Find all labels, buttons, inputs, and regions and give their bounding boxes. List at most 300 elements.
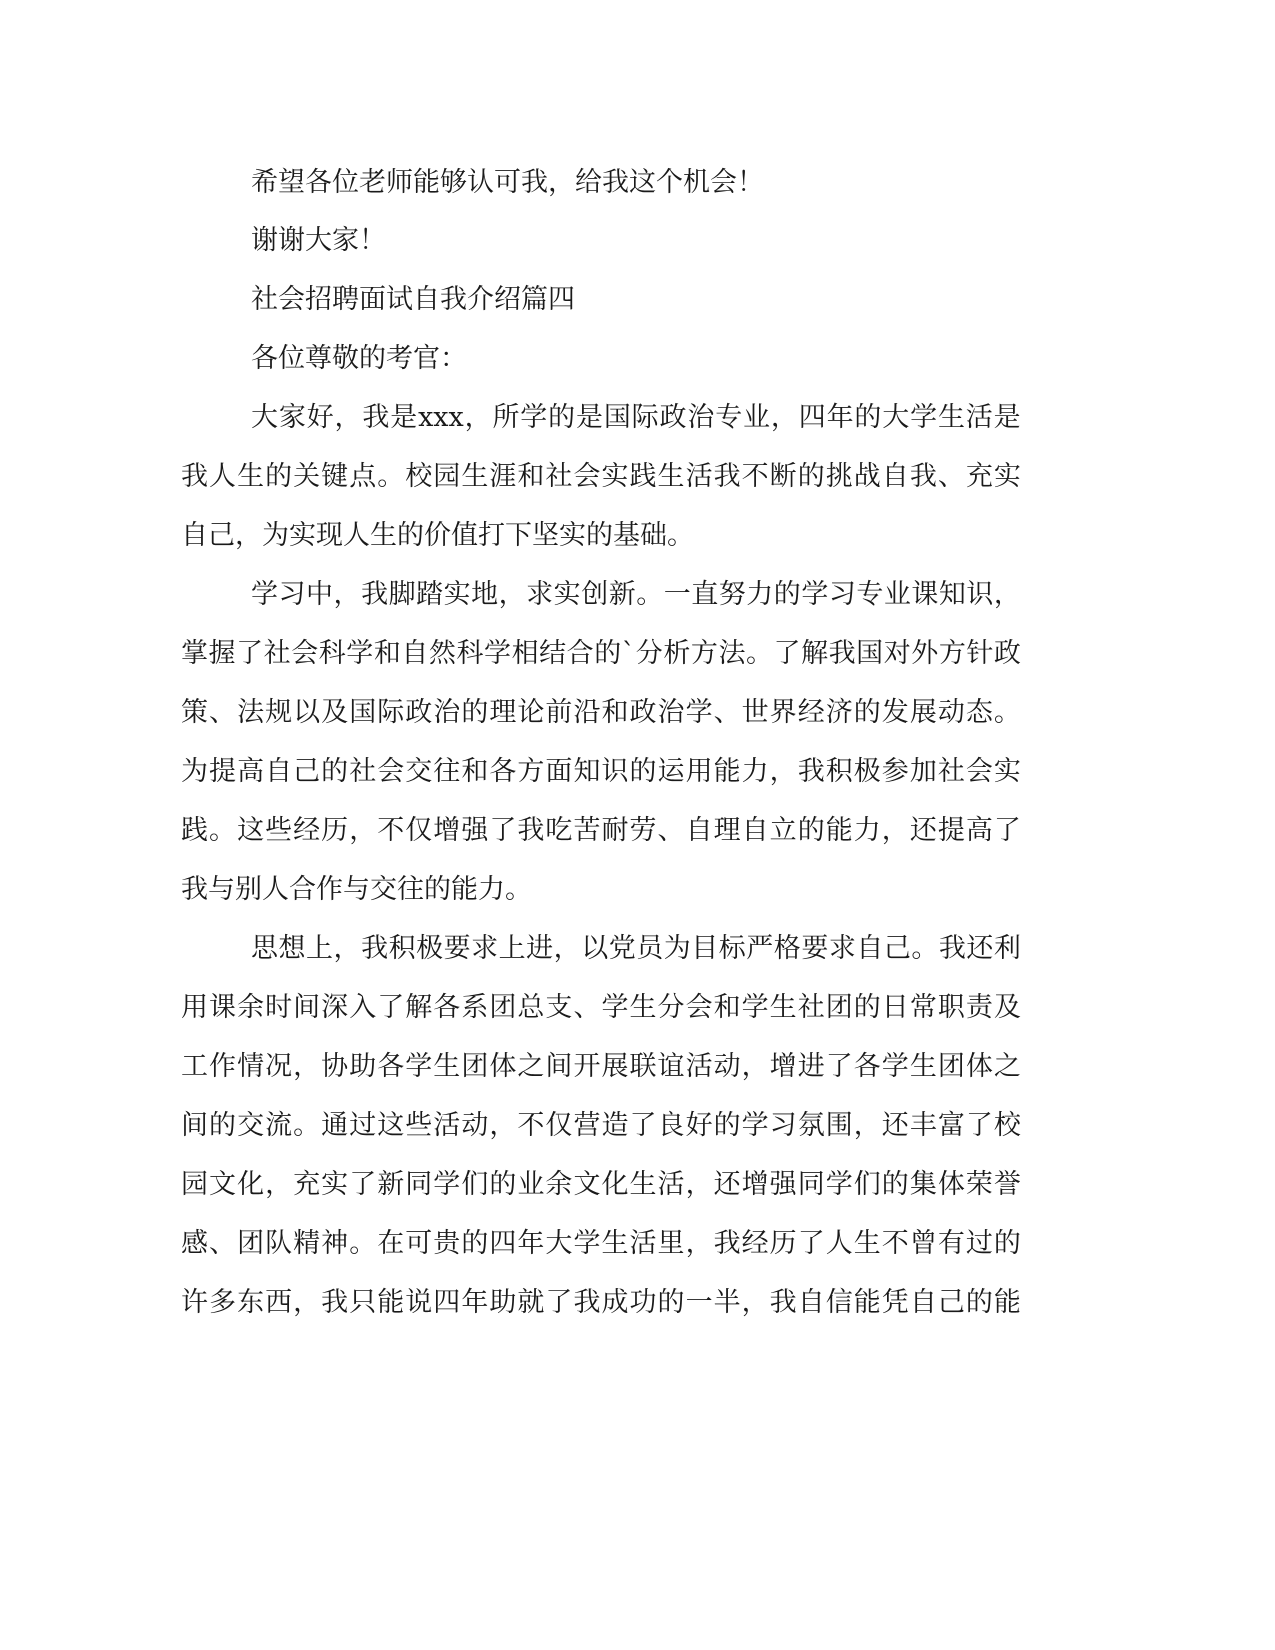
glyph: 作: [209, 1051, 237, 1082]
glyph: 是: [575, 402, 603, 433]
glyph: 识: [966, 579, 994, 610]
glyph: 、: [209, 1228, 237, 1259]
glyph: 己: [937, 1287, 965, 1318]
glyph: 治: [433, 697, 461, 728]
glyph: 工: [181, 1051, 208, 1082]
glyph: 间: [293, 992, 321, 1023]
glyph: 践: [181, 815, 208, 846]
glyph: 了: [545, 1287, 573, 1318]
glyph: 经: [741, 1228, 769, 1259]
glyph: 了: [773, 638, 801, 669]
glyph: 校: [405, 461, 433, 492]
glyph: 和: [461, 756, 489, 787]
glyph: 强: [461, 815, 489, 846]
glyph: 社: [937, 756, 965, 787]
p7-line-4: [181, 1106, 1021, 1146]
glyph: 活: [965, 402, 993, 433]
glyph: 生: [461, 461, 489, 492]
glyph: 求: [828, 933, 856, 964]
glyph: 还: [909, 815, 937, 846]
glyph: 生: [433, 1051, 461, 1082]
glyph: 理: [713, 815, 741, 846]
glyph: 识: [601, 756, 629, 787]
glyph: 苦: [573, 815, 601, 846]
glyph: 我: [797, 756, 825, 787]
p6-line-2: [181, 634, 1021, 674]
glyph: 实: [443, 579, 471, 610]
glyph: 常: [909, 992, 937, 1023]
glyph: 国: [603, 402, 631, 433]
glyph: 策: [181, 697, 208, 728]
glyph: 仅: [545, 1110, 573, 1141]
glyph: 生: [657, 461, 685, 492]
glyph: 体: [965, 1051, 993, 1082]
glyph: 。: [349, 1228, 377, 1259]
glyph: 充: [965, 461, 993, 492]
glyph: 四: [433, 1287, 461, 1318]
glyph: 践: [629, 461, 657, 492]
glyph: 团: [461, 1051, 489, 1082]
glyph: 况: [265, 1051, 293, 1082]
glyph: 经: [293, 815, 321, 846]
glyph: 有: [937, 1228, 965, 1259]
glyph: 方: [690, 638, 718, 669]
glyph: ，: [489, 1110, 517, 1141]
glyph: 活: [629, 1228, 657, 1259]
glyph: 以: [581, 933, 609, 964]
glyph: 的: [993, 1228, 1021, 1259]
glyph: ，: [741, 1051, 769, 1082]
glyph: 吃: [545, 815, 573, 846]
glyph: 理: [489, 697, 517, 728]
glyph: 贵: [433, 1228, 461, 1259]
glyph: 年: [517, 1228, 545, 1259]
glyph: 直: [691, 579, 719, 610]
glyph: 誉: [993, 1169, 1021, 1200]
glyph: 标: [718, 933, 746, 964]
glyph: 活: [657, 1169, 685, 1200]
glyph: 解: [801, 638, 829, 669]
glyph: 的: [265, 461, 293, 492]
glyph: 支: [545, 992, 573, 1023]
glyph: 体: [489, 1051, 517, 1082]
glyph: 感: [181, 1228, 208, 1259]
glyph: 大: [251, 402, 278, 433]
glyph: 自: [797, 1287, 825, 1318]
glyph: 科: [456, 638, 484, 669]
glyph: 团: [489, 992, 517, 1023]
glyph: 生: [629, 992, 657, 1023]
glyph: 还: [966, 933, 994, 964]
glyph: 自: [881, 461, 909, 492]
glyph: 战: [853, 461, 881, 492]
glyph: 各: [853, 1051, 881, 1082]
glyph: 生: [769, 992, 797, 1023]
glyph: 实: [321, 1169, 349, 1200]
glyph: 以: [293, 697, 321, 728]
glyph: 涯: [489, 461, 517, 492]
glyph: 的: [965, 1287, 993, 1318]
glyph: 间: [545, 1051, 573, 1082]
glyph: 们: [853, 1169, 881, 1200]
glyph: 了: [349, 1169, 377, 1200]
glyph: 的: [209, 1110, 237, 1141]
glyph: 然: [428, 638, 456, 669]
glyph: 的: [489, 1169, 517, 1200]
glyph: 关: [293, 461, 321, 492]
glyph: 党: [608, 933, 636, 964]
glyph: 学: [741, 1110, 769, 1141]
glyph: 政: [659, 402, 687, 433]
glyph: 围: [825, 1110, 853, 1141]
glyph: 严: [746, 933, 774, 964]
glyph: 历: [321, 815, 349, 846]
glyph: 还: [713, 1169, 741, 1200]
glyph: 充: [293, 1169, 321, 1200]
glyph: 西: [265, 1287, 293, 1318]
glyph: 所: [492, 402, 520, 433]
glyph: 我: [713, 1228, 741, 1259]
glyph: 课: [911, 579, 939, 610]
glyph: 际: [631, 402, 659, 433]
glyph: 我: [573, 1287, 601, 1318]
glyph: 了: [489, 815, 517, 846]
glyph: 活: [685, 1051, 713, 1082]
glyph: 过: [349, 1110, 377, 1141]
glyph: 、: [937, 461, 965, 492]
glyph: 业: [743, 402, 771, 433]
glyph: 了: [377, 992, 405, 1023]
glyph: ，: [553, 933, 581, 964]
glyph: 展: [909, 697, 937, 728]
glyph: 思: [251, 933, 278, 964]
glyph: 谊: [657, 1051, 685, 1082]
glyph: 员: [636, 933, 664, 964]
glyph: 的: [548, 402, 576, 433]
glyph: 国: [856, 638, 884, 669]
glyph: 和: [517, 461, 545, 492]
glyph: 。: [293, 1110, 321, 1141]
glyph: 我: [362, 402, 390, 433]
glyph: 团: [937, 1051, 965, 1082]
glyph: 我: [361, 933, 389, 964]
glyph: 际: [377, 697, 405, 728]
glyph: ，: [770, 402, 798, 433]
glyph: 合: [566, 638, 594, 669]
glyph: ，: [685, 1228, 713, 1259]
glyph: 社: [797, 992, 825, 1023]
glyph: 在: [377, 1228, 405, 1259]
glyph: 文: [209, 1169, 237, 1200]
glyph: 能: [993, 1287, 1021, 1318]
glyph: 余: [237, 992, 265, 1023]
glyph: 我: [517, 815, 545, 846]
glyph: 、: [573, 992, 601, 1023]
glyph: 我: [181, 461, 208, 492]
glyph: 间: [181, 1110, 208, 1141]
glyph: 参: [881, 756, 909, 787]
glyph: 学: [801, 579, 829, 610]
glyph: 学: [881, 1051, 909, 1082]
glyph: ，: [881, 815, 909, 846]
glyph: 学: [825, 1169, 853, 1200]
glyph: 精: [293, 1228, 321, 1259]
glyph: 相: [511, 638, 539, 669]
glyph: 对: [883, 638, 911, 669]
glyph: 只: [349, 1287, 377, 1318]
glyph: 态: [965, 697, 993, 728]
glyph: 的: [797, 461, 825, 492]
glyph: 求: [526, 579, 554, 610]
glyph: ，: [333, 579, 361, 610]
glyph: 化: [601, 1169, 629, 1200]
glyph: 习: [769, 1110, 797, 1141]
glyph: 。: [993, 697, 1021, 728]
glyph: 荣: [965, 1169, 993, 1200]
glyph: 大: [545, 1228, 573, 1259]
glyph: 。: [377, 461, 405, 492]
glyph: 生: [909, 1051, 937, 1082]
glyph: 课: [209, 992, 237, 1023]
glyph: 自: [401, 638, 429, 669]
glyph: `: [621, 638, 636, 669]
p6-line-1: [251, 575, 1021, 615]
glyph: 沿: [573, 697, 601, 728]
glyph: 学: [601, 992, 629, 1023]
glyph: 增: [769, 1051, 797, 1082]
glyph: 能: [713, 756, 741, 787]
glyph: ，: [685, 1169, 713, 1200]
glyph: 营: [573, 1110, 601, 1141]
glyph: 能: [825, 815, 853, 846]
glyph: 我: [938, 933, 966, 964]
glyph: 发: [881, 697, 909, 728]
glyph: 创: [581, 579, 609, 610]
glyph: 的: [657, 1287, 685, 1318]
glyph: 和: [373, 638, 401, 669]
glyph: 运: [657, 756, 685, 787]
glyph: 法: [718, 638, 746, 669]
glyph: 利: [993, 933, 1021, 964]
glyph: 学: [520, 402, 548, 433]
glyph: 、: [713, 697, 741, 728]
glyph: 的: [853, 992, 881, 1023]
glyph: 实: [993, 756, 1021, 787]
glyph: 同: [405, 1169, 433, 1200]
glyph: 过: [965, 1228, 993, 1259]
glyph: 这: [237, 815, 265, 846]
glyph: 活: [433, 1110, 461, 1141]
glyph: 格: [773, 933, 801, 964]
glyph: 力: [853, 815, 881, 846]
glyph: 四: [798, 402, 826, 433]
p5-line-3: 自己，为实现人生的价值打下坚实的基础。: [181, 520, 694, 551]
glyph: 会: [965, 756, 993, 787]
glyph: 年: [461, 1287, 489, 1318]
glyph: 化: [237, 1169, 265, 1200]
section-heading: 社会招聘面试自我介绍篇四: [251, 284, 575, 315]
glyph: 国: [349, 697, 377, 728]
glyph: 还: [881, 1110, 909, 1141]
glyph: 要: [443, 933, 471, 964]
glyph: 及: [993, 992, 1021, 1023]
glyph: xxx: [418, 402, 464, 433]
glyph: 。: [636, 579, 664, 610]
glyph: 总: [517, 992, 545, 1023]
glyph: 济: [825, 697, 853, 728]
glyph: 科: [318, 638, 346, 669]
glyph: 的: [713, 1110, 741, 1141]
glyph: 日: [881, 992, 909, 1023]
glyph: 同: [797, 1169, 825, 1200]
glyph: 系: [461, 992, 489, 1023]
glyph: 功: [629, 1287, 657, 1318]
glyph: 结: [539, 638, 567, 669]
glyph: 自: [685, 815, 713, 846]
glyph: 学: [741, 992, 769, 1023]
glyph: 断: [769, 461, 797, 492]
glyph: 生: [853, 1228, 881, 1259]
p7-line-5: [181, 1165, 1021, 1205]
glyph: ，: [993, 579, 1021, 610]
glyph: 。: [911, 933, 939, 964]
glyph: 提: [937, 815, 965, 846]
glyph: 动: [461, 1110, 489, 1141]
p7-line-2: [181, 988, 1021, 1028]
glyph: 分: [657, 992, 685, 1023]
glyph: 历: [769, 1228, 797, 1259]
glyph: 好: [306, 402, 334, 433]
glyph: 了: [825, 1051, 853, 1082]
glyph: 业: [517, 1169, 545, 1200]
glyph: 我: [909, 461, 937, 492]
glyph: 些: [405, 1110, 433, 1141]
glyph: 脚: [388, 579, 416, 610]
glyph: 。: [209, 815, 237, 846]
glyph: 通: [321, 1110, 349, 1141]
glyph: 学: [484, 638, 512, 669]
glyph: 劳: [629, 815, 657, 846]
glyph: 流: [265, 1110, 293, 1141]
glyph: 会: [291, 638, 319, 669]
glyph: 这: [377, 1110, 405, 1141]
glyph: 责: [965, 992, 993, 1023]
salutation: 各位尊敬的考官：: [251, 343, 467, 374]
glyph: 是: [390, 402, 418, 433]
glyph: 用: [181, 992, 208, 1023]
glyph: ，: [741, 1287, 769, 1318]
glyph: 会: [377, 756, 405, 787]
glyph: 业: [883, 579, 911, 610]
glyph: 助: [349, 1051, 377, 1082]
p6-line-5: [181, 811, 1021, 851]
glyph: 我: [361, 579, 389, 610]
glyph: 学: [433, 1169, 461, 1200]
glyph: 成: [601, 1287, 629, 1318]
glyph: 一: [663, 579, 691, 610]
glyph: 造: [601, 1110, 629, 1141]
glyph: 了: [797, 1228, 825, 1259]
glyph: 自: [909, 1287, 937, 1318]
glyph: 点: [349, 461, 377, 492]
glyph: 为: [663, 933, 691, 964]
glyph: 就: [517, 1287, 545, 1318]
glyph: 文: [573, 1169, 601, 1200]
glyph: ，: [265, 1169, 293, 1200]
glyph: 园: [433, 461, 461, 492]
glyph: 界: [769, 697, 797, 728]
glyph: 和: [601, 697, 629, 728]
glyph: 学: [405, 1051, 433, 1082]
glyph: 和: [713, 992, 741, 1023]
glyph: 自: [741, 815, 769, 846]
glyph: 能: [377, 1287, 405, 1318]
p7-line-3: [181, 1047, 1021, 1087]
glyph: 之: [517, 1051, 545, 1082]
glyph: 的: [461, 1228, 489, 1259]
glyph: 的: [853, 697, 881, 728]
glyph: 了: [629, 1110, 657, 1141]
glyph: 耐: [601, 815, 629, 846]
glyph: 力: [741, 756, 769, 787]
glyph: 大: [882, 402, 910, 433]
glyph: 说: [405, 1287, 433, 1318]
glyph: 时: [265, 992, 293, 1023]
glyph: 了: [236, 638, 264, 669]
glyph: 实: [553, 579, 581, 610]
glyph: ，: [333, 933, 361, 964]
glyph: 学: [346, 638, 374, 669]
glyph: 规: [265, 697, 293, 728]
glyph: 曾: [909, 1228, 937, 1259]
glyph: 地: [471, 579, 499, 610]
glyph: 家: [278, 402, 306, 433]
glyph: 治: [657, 697, 685, 728]
line-2: 谢谢大家！: [251, 225, 386, 256]
p7-line-7: [181, 1283, 1021, 1323]
p7-line-6: [181, 1224, 1021, 1264]
glyph: 、: [209, 697, 237, 728]
glyph: 们: [461, 1169, 489, 1200]
glyph: 目: [691, 933, 719, 964]
glyph: 专: [856, 579, 884, 610]
glyph: 会: [573, 461, 601, 492]
glyph: 力: [746, 579, 774, 610]
glyph: 增: [433, 815, 461, 846]
p5-line-1: [251, 398, 1021, 438]
glyph: 丰: [909, 1110, 937, 1141]
glyph: 交: [237, 1110, 265, 1141]
glyph: 些: [265, 815, 293, 846]
glyph: 挑: [825, 461, 853, 492]
glyph: 各: [377, 1051, 405, 1082]
p6-line-6: 我与别人合作与交往的能力。: [181, 874, 532, 905]
glyph: 增: [741, 1169, 769, 1200]
p6-line-4: [181, 752, 1021, 792]
glyph: 我: [769, 1287, 797, 1318]
glyph: 知: [573, 756, 601, 787]
glyph: 用: [685, 756, 713, 787]
glyph: 仅: [405, 815, 433, 846]
glyph: 的: [461, 697, 489, 728]
glyph: 前: [545, 697, 573, 728]
p6-line-3: [181, 693, 1021, 733]
glyph: 专: [715, 402, 743, 433]
glyph: 。: [745, 638, 773, 669]
glyph: 交: [405, 756, 433, 787]
glyph: 及: [321, 697, 349, 728]
glyph: 生: [629, 1169, 657, 1200]
